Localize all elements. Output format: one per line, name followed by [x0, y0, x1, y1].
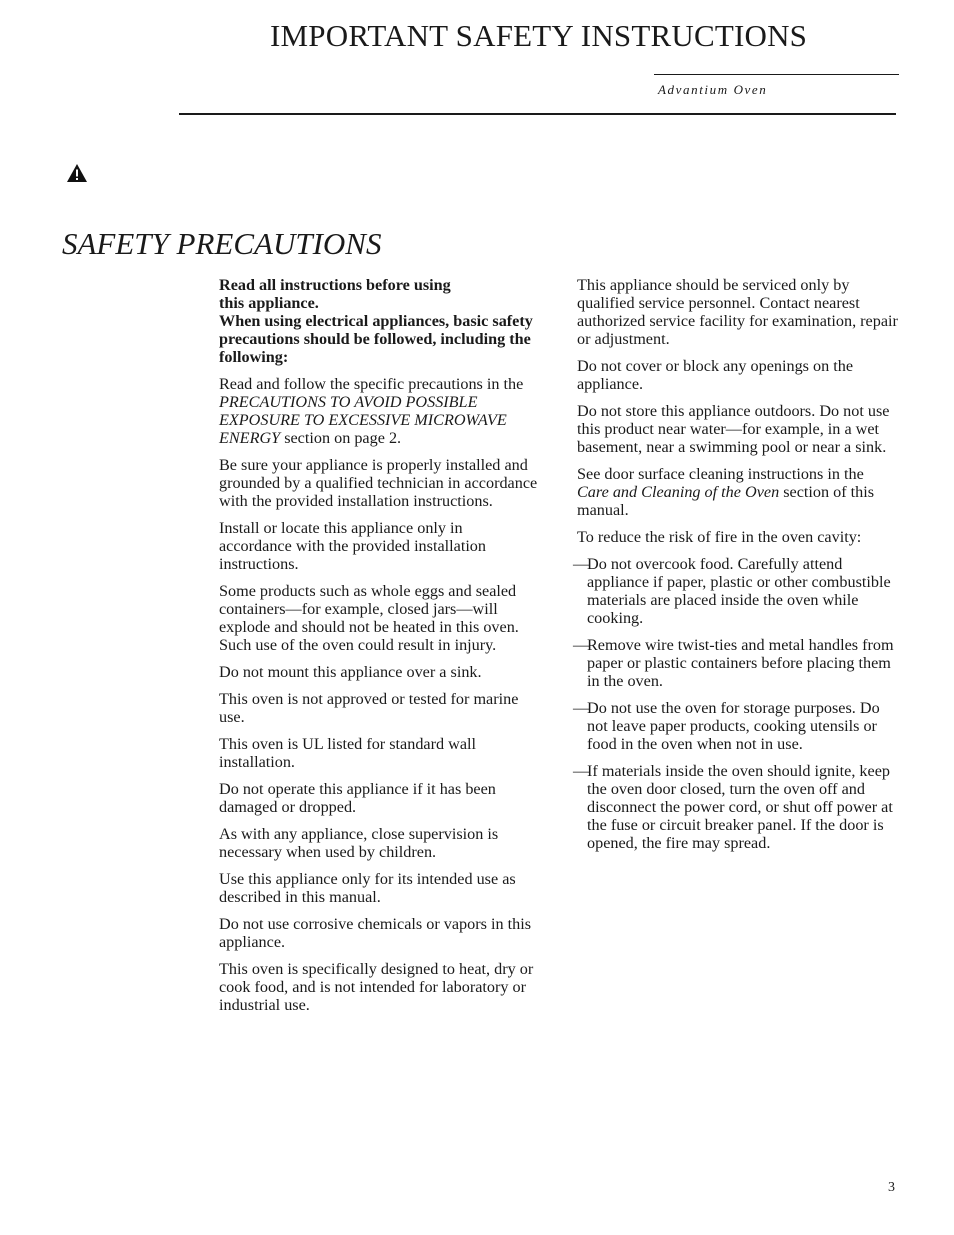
paragraph-marine-use: This oven is not approved or tested for marine use. — [219, 690, 519, 726]
paragraph-fire-risk: To reduce the risk of fire in the oven cavity: — [577, 528, 862, 546]
list-item: — Do not use the oven for storage purposes. Do not leave paper products, cooking utensils or food in the oven when not in use. — [573, 699, 880, 753]
paragraph-food-only: This oven is specifically designed to heat, dry or cook food, and is not intended for laboratory or industrial use. — [219, 960, 534, 1014]
list-item: — Remove wire twist-ties and metal handles from paper or plastic containers before placing them in the oven. — [573, 636, 894, 690]
paragraph-installation-grounding: Be sure your appliance is properly installed and grounded by a qualified technician in accordance with the provided installation instructions. — [219, 456, 538, 510]
paragraph-intended-use: Use this appliance only for its intended use as described in this manual. — [219, 870, 516, 906]
paragraph-eggs-containers: Some products such as whole eggs and sealed containers—for example, closed jars—will explode and should not be heated in this oven. Such use of the oven could result in injury. — [219, 582, 519, 654]
product-name: Advantium Oven — [658, 82, 768, 97]
left-column — [219, 276, 539, 1023]
paragraph-openings: Do not cover or block any openings on the appliance. — [577, 357, 854, 393]
page-number: 3 — [888, 1180, 895, 1195]
paragraph-outdoors-water: Do not store this appliance outdoors. Do not use this product near water—for example, in a wet basement, near a swimming pool or near a sink. — [577, 402, 890, 456]
header-short-rule — [654, 74, 899, 75]
paragraph-qualified-service: This appliance should be serviced only by qualified service personnel. Contact nearest authorized service facility for examination, repair or adjustment. — [577, 276, 898, 348]
paragraph-no-mount-sink: Do not mount this appliance over a sink. — [219, 663, 482, 681]
paragraph-damaged: Do not operate this appliance if it has been damaged or dropped. — [219, 780, 496, 816]
warning-triangle-icon — [66, 163, 88, 183]
page-title: IMPORTANT SAFETY INSTRUCTIONS — [270, 18, 808, 53]
care-cleaning-reference: Care and Cleaning of the Oven — [577, 483, 780, 501]
section-title: SAFETY PRECAUTIONS — [62, 226, 382, 261]
paragraph-corrosive-chemicals: Do not use corrosive chemicals or vapors in this appliance. — [219, 915, 531, 951]
header-rule — [179, 113, 896, 115]
paragraph-ul-listed: This oven is UL listed for standard wall installation. — [219, 735, 476, 771]
intro-basic-precautions: When using electrical appliances, basic safety precautions should be followed, including the following: — [219, 312, 533, 366]
list-item: — If materials inside the oven should ignite, keep the oven door closed, turn the oven off and disconnect the power cord, or shut off power at the fuse or circuit breaker panel. If the door is opened, the fire may spread. — [573, 762, 893, 852]
precautions-reference: PRECAUTIONS TO AVOID POSSIBLE EXPOSURE TO EXCESSIVE MICROWAVE ENERGY — [219, 393, 507, 447]
paragraph-door-cleaning: See door surface cleaning instructions in the Care and Cleaning of the Oven section of this manual. — [577, 465, 875, 519]
intro-read-instructions: Read all instructions before using this appliance. — [219, 276, 451, 312]
list-item: — Do not overcook food. Carefully attend appliance if paper, plastic or other combustible materials are placed inside the oven while cooking. — [573, 555, 891, 627]
paragraph-children-supervision: As with any appliance, close supervision is necessary when used by children. — [219, 825, 499, 861]
paragraph-install-locate: Install or locate this appliance only in accordance with the provided installation instructions. — [219, 519, 486, 573]
paragraph-microwave-precautions: Read and follow the specific precautions in the PRECAUTIONS TO AVOID POSSIBLE EXPOSURE TO EXCESSIVE MICROWAVE ENERGY section on page 2. — [219, 375, 524, 447]
right-column — [573, 276, 899, 861]
